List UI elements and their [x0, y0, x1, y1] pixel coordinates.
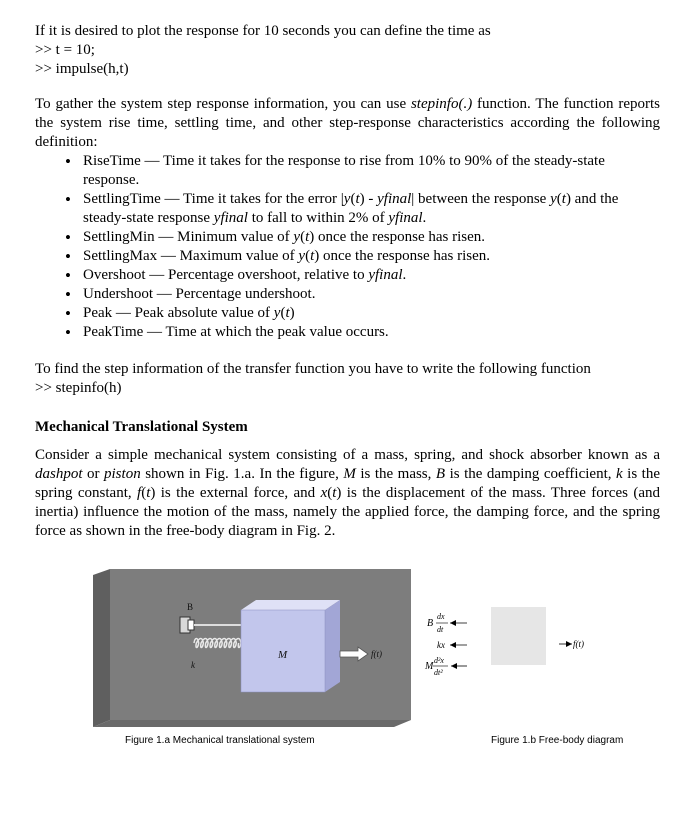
label-mass-M: M	[278, 649, 288, 661]
wall-side	[93, 569, 110, 727]
stepinfo-function: stepinfo(.)	[410, 96, 473, 112]
definition-item: • SettlingMin — Minimum value of y(t) once the response has risen.	[65, 228, 660, 247]
definition-item: • Overshoot — Percentage overshoot, relative to yfinal.	[65, 266, 660, 285]
fbd-label-dt2: dt²	[434, 668, 443, 677]
label-force-f: f(t)	[371, 649, 382, 659]
figure-1a-caption: Figure 1.a Mechanical translational system	[125, 735, 315, 746]
fbd-label-B: B	[427, 618, 434, 629]
definition-item: • SettlingMax — Maximum value of y(t) once the response has risen.	[65, 247, 660, 266]
figures	[0, 560, 700, 760]
fbd-label-M: M	[425, 661, 434, 672]
definition-item: • PeakTime — Time at which the peak value occurs.	[65, 323, 660, 342]
fbd-arrowhead-spring	[450, 642, 456, 648]
floor-edge	[93, 720, 411, 727]
fbd-label-kx: kx	[437, 640, 445, 650]
mass-top	[241, 600, 340, 610]
fbd-label-d2x: d²x	[434, 656, 444, 665]
fbd-label-f: f(t)	[573, 639, 584, 649]
section-heading: Mechanical Translational System	[35, 419, 248, 435]
fbd-arrowhead-damping	[450, 620, 456, 626]
code-line-stepinfo: >> stepinfo(h)	[35, 380, 122, 396]
figure-1b-caption: Figure 1.b Free-body diagram	[491, 735, 624, 746]
definition-list	[35, 152, 660, 342]
label-damping-B: B	[187, 602, 194, 612]
document-body	[35, 22, 660, 541]
definition-item: • SettlingTime — Time it takes for the error |y(t) - yfinal| between the response y(t) and the steady-state response yfinal to fall to within 2% of yfinal.	[65, 190, 660, 228]
code-line-time: >> t = 10;	[35, 42, 95, 58]
definition-item: • Undershoot — Percentage undershoot.	[65, 285, 660, 304]
definition-item: • Peak — Peak absolute value of y(t)	[65, 304, 660, 323]
figure-diagrams	[0, 560, 700, 760]
section-paragraph: Consider a simple mechanical system consisting of a mass, spring, and shock absorber known as a dashpot or piston shown in Fig. 1.a. In the figure, M is the mass, B is the damping coefficient, k is the spring constant, f(t) is the external force, and x(t) is the displacement of the mass. Three forces (and inertia) influence the motion of the mass, namely the applied force, the damping force, and the spring force as shown in the free-body diagram in Fig. 2.	[35, 447, 660, 539]
dashpot-piston	[188, 620, 194, 630]
label-spring-k: k	[191, 660, 195, 670]
code-line-impulse: >> impulse(h,t)	[35, 61, 129, 77]
fbd-arrowhead-inertia	[451, 663, 457, 669]
mass-side	[325, 600, 340, 692]
stepinfo-paragraph: To gather the system step response information, you can use stepinfo(.) function. The function reports the system rise time, settling time, and other step-response characteristics according the following definition:	[35, 96, 660, 150]
fbd-label-dx: dx	[437, 612, 445, 621]
fbd-mass-box	[491, 607, 546, 665]
find-text: To find the step information of the transfer function you have to write the following function	[35, 361, 591, 377]
fbd-arrowhead-force	[566, 641, 572, 647]
intro-text: If it is desired to plot the response for 10 seconds you can define the time as	[35, 23, 491, 39]
fbd-label-dt: dt	[437, 625, 444, 634]
definition-item: • RiseTime — Time it takes for the response to rise from 10% to 90% of the steady-state response.	[65, 152, 660, 190]
